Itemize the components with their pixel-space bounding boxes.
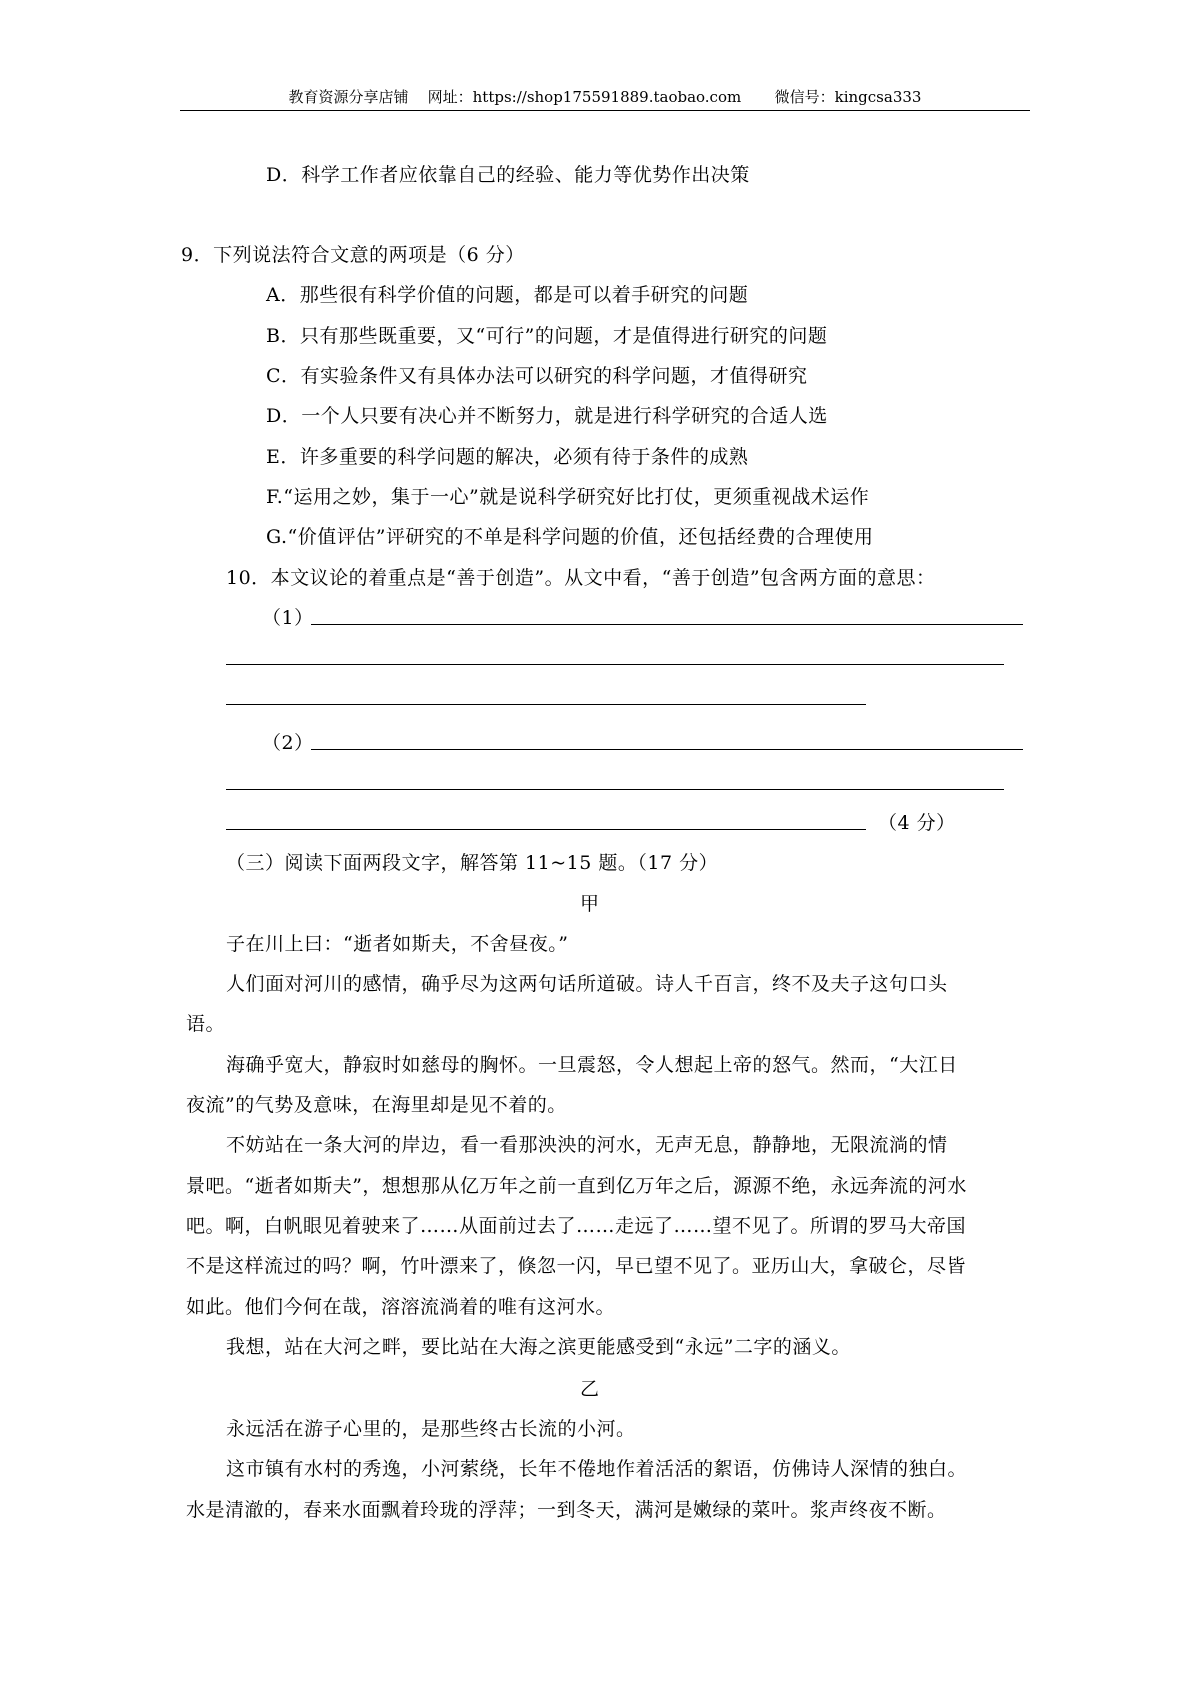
q9-option-b: B．只有那些既重要，又“可行”的问题，才是值得进行研究的问题: [266, 325, 828, 347]
jia-paragraph: 夜流”的气势及意味，在海里却是见不着的。: [186, 1094, 567, 1116]
jia-paragraph: 吧。啊，白帆眼见着驶来了……从面前过去了……走远了……望不见了。所谓的罗马大帝国: [186, 1215, 967, 1237]
yi-paragraph: 水是清澈的，春来水面飘着玲珑的浮萍；一到冬天，满河是嫩绿的菜叶。浆声终夜不断。: [186, 1499, 947, 1521]
q10-part1-answer-line[interactable]: [226, 664, 1004, 665]
jia-paragraph: 子在川上曰：“逝者如斯夫，不舍昼夜。”: [226, 933, 569, 955]
q9-option-f: F.“运用之妙，集于一心”就是说科学研究好比打仗，更须重视战术运作: [266, 486, 870, 508]
jia-paragraph: 如此。他们今何在哉，溶溶流淌着的唯有这河水。: [186, 1296, 616, 1318]
q10-part1-answer-line[interactable]: [226, 704, 866, 705]
q9-option-a: A．那些很有科学价值的问题，都是可以着手研究的问题: [266, 284, 749, 306]
q9-option-g: G.“价值评估”评研究的不单是科学问题的价值，还包括经费的合理使用: [266, 526, 874, 548]
header-site-url: https://shop175591889.taobao.com: [472, 88, 742, 106]
jia-paragraph: 不妨站在一条大河的岸边，看一看那泱泱的河水，无声无息，静静地，无限流淌的情: [226, 1134, 948, 1156]
passage-yi-title: 乙: [580, 1378, 600, 1400]
header-shop: 教育资源分享店铺: [288, 88, 409, 106]
q10-part2-label: （2）: [262, 732, 314, 754]
q9-option-e: E．许多重要的科学问题的解决，必须有待于条件的成熟: [266, 446, 749, 468]
header-rule: [180, 110, 1030, 111]
q9-option-c: C．有实验条件又有具体办法可以研究的科学问题，才值得研究: [266, 365, 808, 387]
jia-paragraph: 景吧。“逝者如斯夫”，想想那从亿万年之前一直到亿万年之后，源源不绝，永远奔流的河水: [186, 1175, 967, 1197]
q9-option-d: D．一个人只要有决心并不断努力，就是进行科学研究的合适人选: [266, 405, 828, 427]
jia-paragraph: 海确乎宽大，静寂时如慈母的胸怀。一旦震怒，令人想起上帝的怒气。然而，“大江日: [226, 1054, 958, 1076]
q10-score: （4 分）: [878, 812, 956, 834]
header-site-label: 网址：: [427, 88, 473, 106]
passage-jia-title: 甲: [580, 893, 600, 915]
header-wechat-label: 微信号：: [774, 88, 835, 106]
q10-part2-answer-line[interactable]: [226, 789, 1004, 790]
q10-stem: 10．本文议论的着重点是“善于创造”。从文中看，“善于创造”包含两方面的意思：: [226, 567, 936, 589]
jia-paragraph: 我想，站在大河之畔，要比站在大海之滨更能感受到“永远”二字的涵义。: [226, 1336, 851, 1358]
page-header: [180, 86, 1030, 107]
q8-option-d: D．科学工作者应依靠自己的经验、能力等优势作出决策: [266, 164, 750, 186]
yi-paragraph: 这市镇有水村的秀逸，小河萦绕，长年不倦地作着活活的絮语，仿佛诗人深情的独白。: [226, 1458, 968, 1480]
q10-part1-answer-line[interactable]: [311, 624, 1023, 625]
q10-part1-label: （1）: [262, 607, 314, 629]
header-wechat-id: kingcsa333: [834, 88, 922, 106]
q9-stem: 9．下列说法符合文意的两项是（6 分）: [181, 244, 525, 266]
q10-part2-answer-line[interactable]: [226, 829, 866, 830]
jia-paragraph: 语。: [186, 1013, 226, 1035]
section3-intro: （三）阅读下面两段文字，解答第 11~15 题。（17 分）: [226, 852, 719, 874]
jia-paragraph: 人们面对河川的感情，确乎尽为这两句话所道破。诗人千百言，终不及夫子这句口头: [226, 973, 948, 995]
q10-part2-answer-line[interactable]: [311, 749, 1023, 750]
yi-paragraph: 永远活在游子心里的，是那些终古长流的小河。: [226, 1418, 636, 1440]
jia-paragraph: 不是这样流过的吗？啊，竹叶漂来了，倏忽一闪，早已望不见了。亚历山大，拿破仑，尽皆: [186, 1255, 967, 1277]
